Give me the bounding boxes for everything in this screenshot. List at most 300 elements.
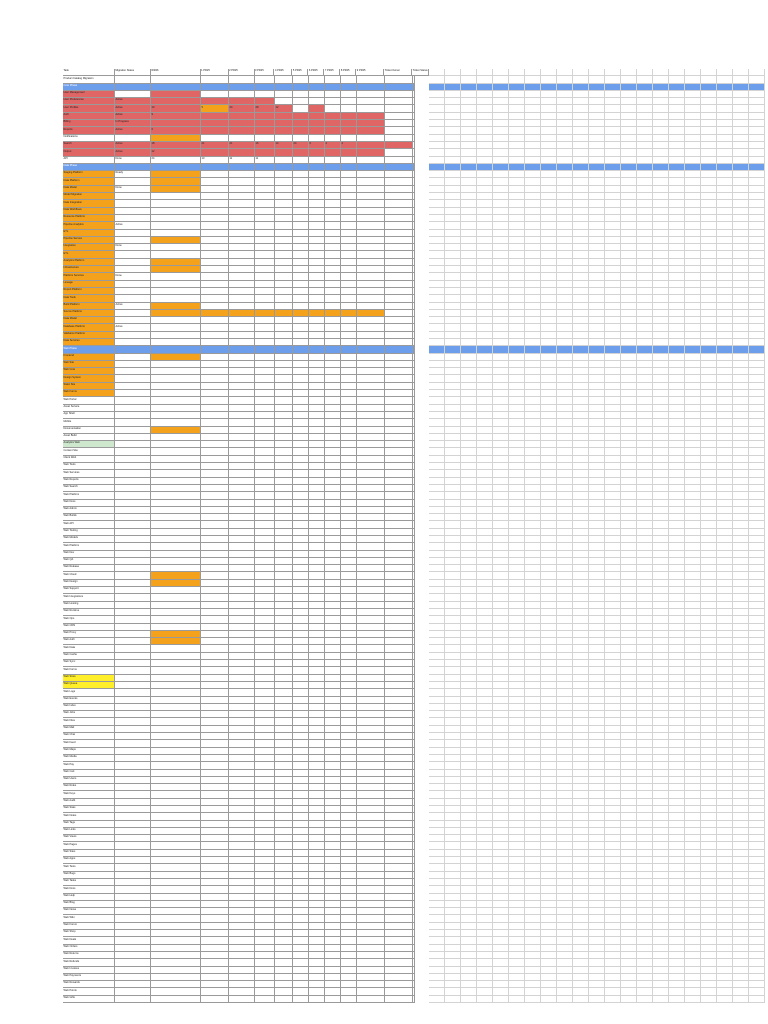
cell[interactable]: Web Data [63,645,115,652]
empty-cell[interactable] [685,456,701,463]
cell[interactable] [357,981,385,988]
cell[interactable] [385,784,413,791]
cell[interactable] [201,616,229,623]
cell[interactable]: Web Site [63,361,115,368]
cell[interactable] [229,361,255,368]
empty-cell[interactable] [525,660,541,667]
empty-cell[interactable] [541,624,557,631]
empty-cell[interactable] [477,784,493,791]
empty-cell[interactable] [749,412,765,419]
empty-cell[interactable] [525,740,541,747]
cell[interactable] [341,879,357,886]
empty-cell[interactable] [429,375,445,382]
empty-cell[interactable] [509,361,525,368]
cell[interactable] [385,84,413,91]
empty-cell[interactable] [605,675,621,682]
empty-cell[interactable] [445,397,461,404]
empty-cell[interactable] [701,821,717,828]
empty-cell[interactable] [685,908,701,915]
cell[interactable]: 6 [309,142,325,149]
empty-cell[interactable] [733,354,749,361]
empty-cell[interactable] [685,434,701,441]
cell[interactable] [413,675,415,682]
empty-cell[interactable] [557,915,573,922]
cell[interactable] [385,930,413,937]
empty-cell[interactable] [573,791,589,798]
empty-cell[interactable] [573,638,589,645]
empty-cell[interactable] [669,470,685,477]
empty-cell[interactable] [637,529,653,536]
empty-cell[interactable] [605,222,621,229]
empty-cell[interactable] [589,945,605,952]
empty-cell[interactable] [525,105,541,112]
empty-cell[interactable] [589,580,605,587]
empty-cell[interactable] [733,587,749,594]
empty-cell[interactable] [701,894,717,901]
empty-cell[interactable] [669,273,685,280]
cell[interactable] [413,565,415,572]
empty-cell[interactable] [637,631,653,638]
cell[interactable] [357,799,385,806]
empty-cell[interactable] [429,200,445,207]
empty-cell[interactable] [621,770,637,777]
cell[interactable] [293,806,309,813]
cell[interactable] [275,332,293,339]
cell[interactable] [151,945,201,952]
cell[interactable] [385,142,413,149]
empty-cell[interactable] [717,259,733,266]
empty-cell[interactable] [525,857,541,864]
empty-cell[interactable] [541,580,557,587]
empty-cell[interactable] [749,120,765,127]
empty-cell[interactable] [557,959,573,966]
empty-cell[interactable] [461,120,477,127]
cell[interactable] [325,178,341,185]
empty-cell[interactable] [461,777,477,784]
cell[interactable] [325,222,341,229]
empty-cell[interactable] [429,69,445,76]
empty-cell[interactable] [669,988,685,995]
empty-cell[interactable] [461,711,477,718]
empty-cell[interactable] [621,660,637,667]
cell[interactable] [255,463,275,470]
cell[interactable] [385,718,413,725]
empty-cell[interactable] [541,310,557,317]
empty-cell[interactable] [493,361,509,368]
empty-cell[interactable] [605,346,621,353]
empty-cell[interactable] [749,967,765,974]
empty-cell[interactable] [717,485,733,492]
cell[interactable] [357,572,385,579]
cell[interactable]: Asset Service [63,405,115,412]
empty-cell[interactable] [685,609,701,616]
empty-cell[interactable] [477,609,493,616]
cell[interactable]: Billing [63,120,115,127]
cell[interactable] [309,740,325,747]
cell[interactable] [341,718,357,725]
empty-cell[interactable] [541,770,557,777]
cell[interactable] [325,667,341,674]
empty-cell[interactable] [685,507,701,514]
cell[interactable] [255,529,275,536]
empty-cell[interactable] [701,419,717,426]
cell[interactable] [309,704,325,711]
empty-cell[interactable] [637,456,653,463]
empty-cell[interactable] [477,164,493,171]
cell[interactable] [309,419,325,426]
empty-cell[interactable] [461,908,477,915]
empty-cell[interactable] [589,434,605,441]
empty-cell[interactable] [477,748,493,755]
empty-cell[interactable] [525,368,541,375]
cell[interactable] [229,697,255,704]
empty-cell[interactable] [461,354,477,361]
cell[interactable] [115,689,151,696]
cell[interactable] [115,178,151,185]
cell[interactable] [341,186,357,193]
cell[interactable] [115,500,151,507]
empty-cell[interactable] [637,536,653,543]
empty-cell[interactable] [749,536,765,543]
empty-cell[interactable] [733,295,749,302]
empty-cell[interactable] [589,288,605,295]
empty-cell[interactable] [589,405,605,412]
empty-cell[interactable] [717,631,733,638]
cell[interactable] [341,434,357,441]
empty-cell[interactable] [509,441,525,448]
cell[interactable] [325,602,341,609]
cell[interactable] [229,521,255,528]
empty-cell[interactable] [461,667,477,674]
empty-cell[interactable] [573,105,589,112]
cell[interactable] [151,84,201,91]
empty-cell[interactable] [429,135,445,142]
cell[interactable] [293,281,309,288]
empty-cell[interactable] [653,996,669,1003]
empty-cell[interactable] [717,69,733,76]
empty-cell[interactable] [605,602,621,609]
cell[interactable] [309,645,325,652]
empty-cell[interactable] [685,864,701,871]
cell[interactable] [229,383,255,390]
empty-cell[interactable] [621,850,637,857]
empty-cell[interactable] [461,441,477,448]
empty-cell[interactable] [509,127,525,134]
empty-cell[interactable] [509,434,525,441]
empty-cell[interactable] [477,383,493,390]
empty-cell[interactable] [573,536,589,543]
empty-cell[interactable] [429,127,445,134]
cell[interactable] [201,704,229,711]
cell[interactable] [293,660,309,667]
cell[interactable] [341,500,357,507]
empty-cell[interactable] [525,317,541,324]
empty-cell[interactable] [573,813,589,820]
empty-cell[interactable] [461,514,477,521]
cell[interactable] [151,98,201,105]
empty-cell[interactable] [605,273,621,280]
cell[interactable] [229,405,255,412]
empty-cell[interactable] [733,923,749,930]
empty-cell[interactable] [669,689,685,696]
empty-cell[interactable] [525,222,541,229]
cell[interactable] [413,842,415,849]
empty-cell[interactable] [733,470,749,477]
cell[interactable]: Web Admin [63,507,115,514]
empty-cell[interactable] [525,638,541,645]
empty-cell[interactable] [605,383,621,390]
empty-cell[interactable] [541,682,557,689]
empty-cell[interactable] [525,98,541,105]
cell[interactable] [385,879,413,886]
cell[interactable] [385,638,413,645]
empty-cell[interactable] [557,733,573,740]
empty-cell[interactable] [669,332,685,339]
empty-cell[interactable] [749,354,765,361]
empty-cell[interactable] [429,507,445,514]
empty-cell[interactable] [445,69,461,76]
empty-cell[interactable] [557,821,573,828]
empty-cell[interactable] [653,463,669,470]
empty-cell[interactable] [717,142,733,149]
empty-cell[interactable] [557,317,573,324]
empty-cell[interactable] [621,762,637,769]
empty-cell[interactable] [685,521,701,528]
empty-cell[interactable] [653,536,669,543]
empty-cell[interactable] [509,967,525,974]
empty-cell[interactable] [557,105,573,112]
empty-cell[interactable] [461,945,477,952]
empty-cell[interactable] [669,427,685,434]
empty-cell[interactable] [749,529,765,536]
empty-cell[interactable] [717,273,733,280]
empty-cell[interactable] [669,748,685,755]
cell[interactable] [201,748,229,755]
cell[interactable] [309,178,325,185]
cell[interactable] [275,186,293,193]
empty-cell[interactable] [573,616,589,623]
cell[interactable] [151,791,201,798]
empty-cell[interactable] [717,383,733,390]
empty-cell[interactable] [685,361,701,368]
empty-cell[interactable] [749,784,765,791]
empty-cell[interactable] [637,324,653,331]
empty-cell[interactable] [733,974,749,981]
empty-cell[interactable] [557,237,573,244]
cell[interactable] [275,91,293,98]
empty-cell[interactable] [717,572,733,579]
empty-cell[interactable] [573,339,589,346]
empty-cell[interactable] [685,222,701,229]
cell[interactable] [229,244,255,251]
empty-cell[interactable] [445,959,461,966]
empty-cell[interactable] [477,967,493,974]
empty-cell[interactable] [525,332,541,339]
cell[interactable] [385,565,413,572]
empty-cell[interactable] [589,273,605,280]
cell[interactable] [413,594,415,601]
empty-cell[interactable] [429,361,445,368]
cell[interactable]: Web Feed [63,740,115,747]
cell[interactable] [357,580,385,587]
empty-cell[interactable] [653,405,669,412]
empty-cell[interactable] [477,872,493,879]
empty-cell[interactable] [589,733,605,740]
empty-cell[interactable] [669,193,685,200]
cell[interactable] [325,200,341,207]
empty-cell[interactable] [669,244,685,251]
cell[interactable] [275,704,293,711]
empty-cell[interactable] [429,799,445,806]
empty-cell[interactable] [701,375,717,382]
cell[interactable] [357,361,385,368]
empty-cell[interactable] [605,952,621,959]
cell[interactable] [151,230,201,237]
empty-cell[interactable] [477,850,493,857]
empty-cell[interactable] [429,485,445,492]
empty-cell[interactable] [669,653,685,660]
cell[interactable] [293,470,309,477]
empty-cell[interactable] [541,697,557,704]
cell[interactable] [275,821,293,828]
empty-cell[interactable] [701,222,717,229]
cell[interactable] [151,967,201,974]
empty-cell[interactable] [653,748,669,755]
cell[interactable] [357,164,385,171]
empty-cell[interactable] [653,894,669,901]
empty-cell[interactable] [685,142,701,149]
cell[interactable] [293,813,309,820]
empty-cell[interactable] [621,127,637,134]
cell[interactable] [229,164,255,171]
cell[interactable] [385,894,413,901]
cell[interactable] [229,354,255,361]
cell[interactable] [293,879,309,886]
cell[interactable] [357,507,385,514]
cell[interactable] [151,704,201,711]
cell[interactable] [255,332,275,339]
empty-cell[interactable] [493,164,509,171]
empty-cell[interactable] [637,602,653,609]
empty-cell[interactable] [493,375,509,382]
empty-cell[interactable] [445,142,461,149]
empty-cell[interactable] [509,303,525,310]
empty-cell[interactable] [621,91,637,98]
cell[interactable] [357,930,385,937]
cell[interactable] [357,303,385,310]
cell[interactable]: Web Mail [63,726,115,733]
empty-cell[interactable] [701,850,717,857]
cell[interactable] [151,616,201,623]
empty-cell[interactable] [525,303,541,310]
empty-cell[interactable] [461,135,477,142]
empty-cell[interactable] [525,748,541,755]
cell[interactable] [201,383,229,390]
empty-cell[interactable] [429,602,445,609]
empty-cell[interactable] [701,762,717,769]
empty-cell[interactable] [525,587,541,594]
empty-cell[interactable] [653,667,669,674]
cell[interactable] [357,536,385,543]
empty-cell[interactable] [493,835,509,842]
cell[interactable] [309,383,325,390]
empty-cell[interactable] [445,733,461,740]
empty-cell[interactable] [509,281,525,288]
empty-cell[interactable] [621,149,637,156]
cell[interactable] [115,164,151,171]
cell[interactable] [357,748,385,755]
cell[interactable] [115,572,151,579]
cell[interactable]: Web Design [63,580,115,587]
cell[interactable] [115,259,151,266]
empty-cell[interactable] [685,879,701,886]
empty-cell[interactable] [749,215,765,222]
empty-cell[interactable] [653,478,669,485]
empty-cell[interactable] [509,675,525,682]
empty-cell[interactable] [541,230,557,237]
cell[interactable] [275,339,293,346]
empty-cell[interactable] [669,850,685,857]
cell[interactable] [309,762,325,769]
cell[interactable] [325,500,341,507]
empty-cell[interactable] [493,288,509,295]
empty-cell[interactable] [493,828,509,835]
empty-cell[interactable] [717,959,733,966]
empty-cell[interactable] [477,397,493,404]
cell[interactable] [229,886,255,893]
cell[interactable]: 4 [341,142,357,149]
cell[interactable] [201,645,229,652]
empty-cell[interactable] [733,529,749,536]
empty-cell[interactable] [669,821,685,828]
empty-cell[interactable] [701,361,717,368]
empty-cell[interactable] [541,135,557,142]
empty-cell[interactable] [733,697,749,704]
empty-cell[interactable] [477,901,493,908]
empty-cell[interactable] [493,821,509,828]
cell[interactable] [293,368,309,375]
cell[interactable] [341,419,357,426]
cell[interactable] [201,770,229,777]
empty-cell[interactable] [733,675,749,682]
empty-cell[interactable] [621,456,637,463]
empty-cell[interactable] [493,149,509,156]
empty-cell[interactable] [605,667,621,674]
empty-cell[interactable] [541,959,557,966]
empty-cell[interactable] [509,478,525,485]
cell[interactable] [275,383,293,390]
cell[interactable] [151,930,201,937]
cell[interactable] [341,543,357,550]
cell[interactable] [309,945,325,952]
empty-cell[interactable] [429,310,445,317]
empty-cell[interactable] [461,368,477,375]
empty-cell[interactable] [557,251,573,258]
cell[interactable] [413,354,415,361]
empty-cell[interactable] [653,456,669,463]
empty-cell[interactable] [541,375,557,382]
empty-cell[interactable] [653,828,669,835]
empty-cell[interactable] [461,959,477,966]
cell[interactable] [325,842,341,849]
empty-cell[interactable] [605,799,621,806]
cell[interactable] [357,791,385,798]
empty-cell[interactable] [701,412,717,419]
cell[interactable] [325,740,341,747]
empty-cell[interactable] [461,500,477,507]
cell[interactable] [275,806,293,813]
cell[interactable] [201,171,229,178]
